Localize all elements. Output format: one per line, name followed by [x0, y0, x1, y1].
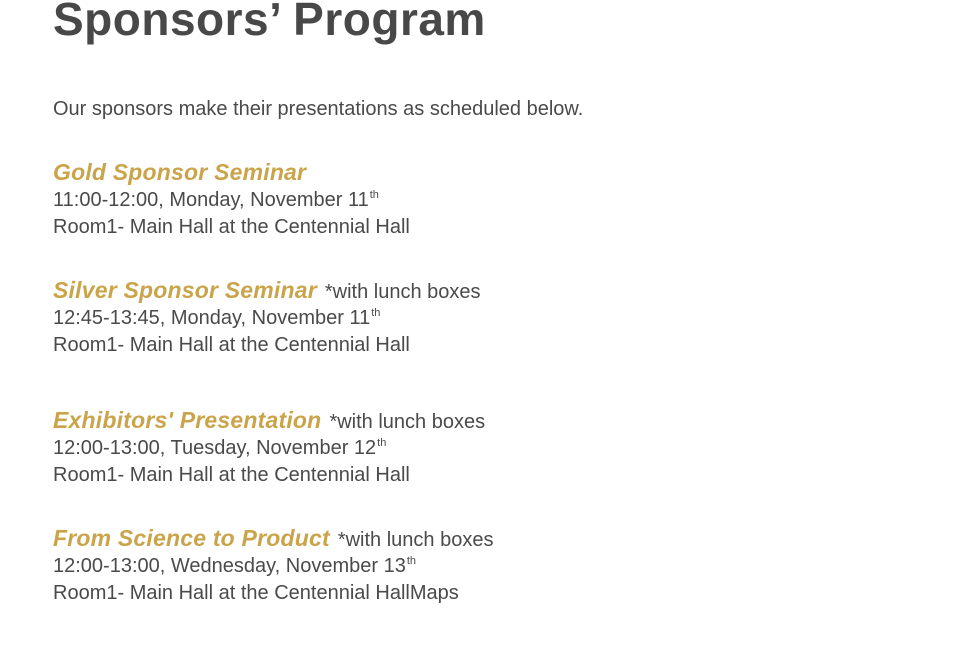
event-time-text: 12:00-13:00, Wednesday, November 13 [53, 555, 406, 577]
event-location: Room1- Main Hall at the Centennial Hall [53, 464, 410, 486]
page-title: Sponsors’ Program [53, 0, 486, 45]
event-silver-sponsor-seminar [53, 275, 953, 359]
event-note: *with lunch boxes [337, 529, 494, 551]
event-time-ordinal: th [369, 189, 379, 201]
event-header [53, 275, 953, 305]
event-title: From Science to Product [53, 525, 330, 551]
event-location-text: Room1- Main Hall at the Centennial Hall [53, 582, 410, 604]
event-time [53, 305, 953, 332]
event-title: Silver Sponsor Seminar [53, 277, 317, 303]
event-time-ordinal: th [371, 307, 381, 319]
event-header [53, 157, 953, 187]
event-location [53, 580, 953, 607]
event-gold-sponsor-seminar [53, 157, 953, 241]
event-time [53, 435, 953, 462]
event-time-ordinal: th [377, 437, 387, 449]
event-location: Room1- Main Hall at the Centennial Hall [53, 216, 410, 238]
event-time-text: 12:00-13:00, Tuesday, November 12 [53, 437, 377, 459]
event-time-ordinal: th [406, 555, 416, 567]
event-time [53, 187, 953, 214]
event-time [53, 553, 953, 580]
event-title: Exhibitors' Presentation [53, 407, 322, 433]
event-from-science-to-product [53, 523, 953, 607]
event-exhibitors-presentation [53, 405, 953, 489]
event-location: Room1- Main Hall at the Centennial Hall [53, 334, 410, 356]
event-note: *with lunch boxes [324, 281, 481, 303]
event-time-text: 12:45-13:45, Monday, November 11 [53, 307, 371, 329]
intro-text: Our sponsors make their presentations as scheduled below. [53, 98, 584, 120]
event-header [53, 523, 953, 553]
event-time-text: 11:00-12:00, Monday, November 11 [53, 189, 369, 211]
maps-link[interactable]: Maps [409, 582, 459, 604]
event-header [53, 405, 953, 435]
event-title: Gold Sponsor Seminar [53, 159, 307, 185]
event-note: *with lunch boxes [329, 411, 486, 433]
